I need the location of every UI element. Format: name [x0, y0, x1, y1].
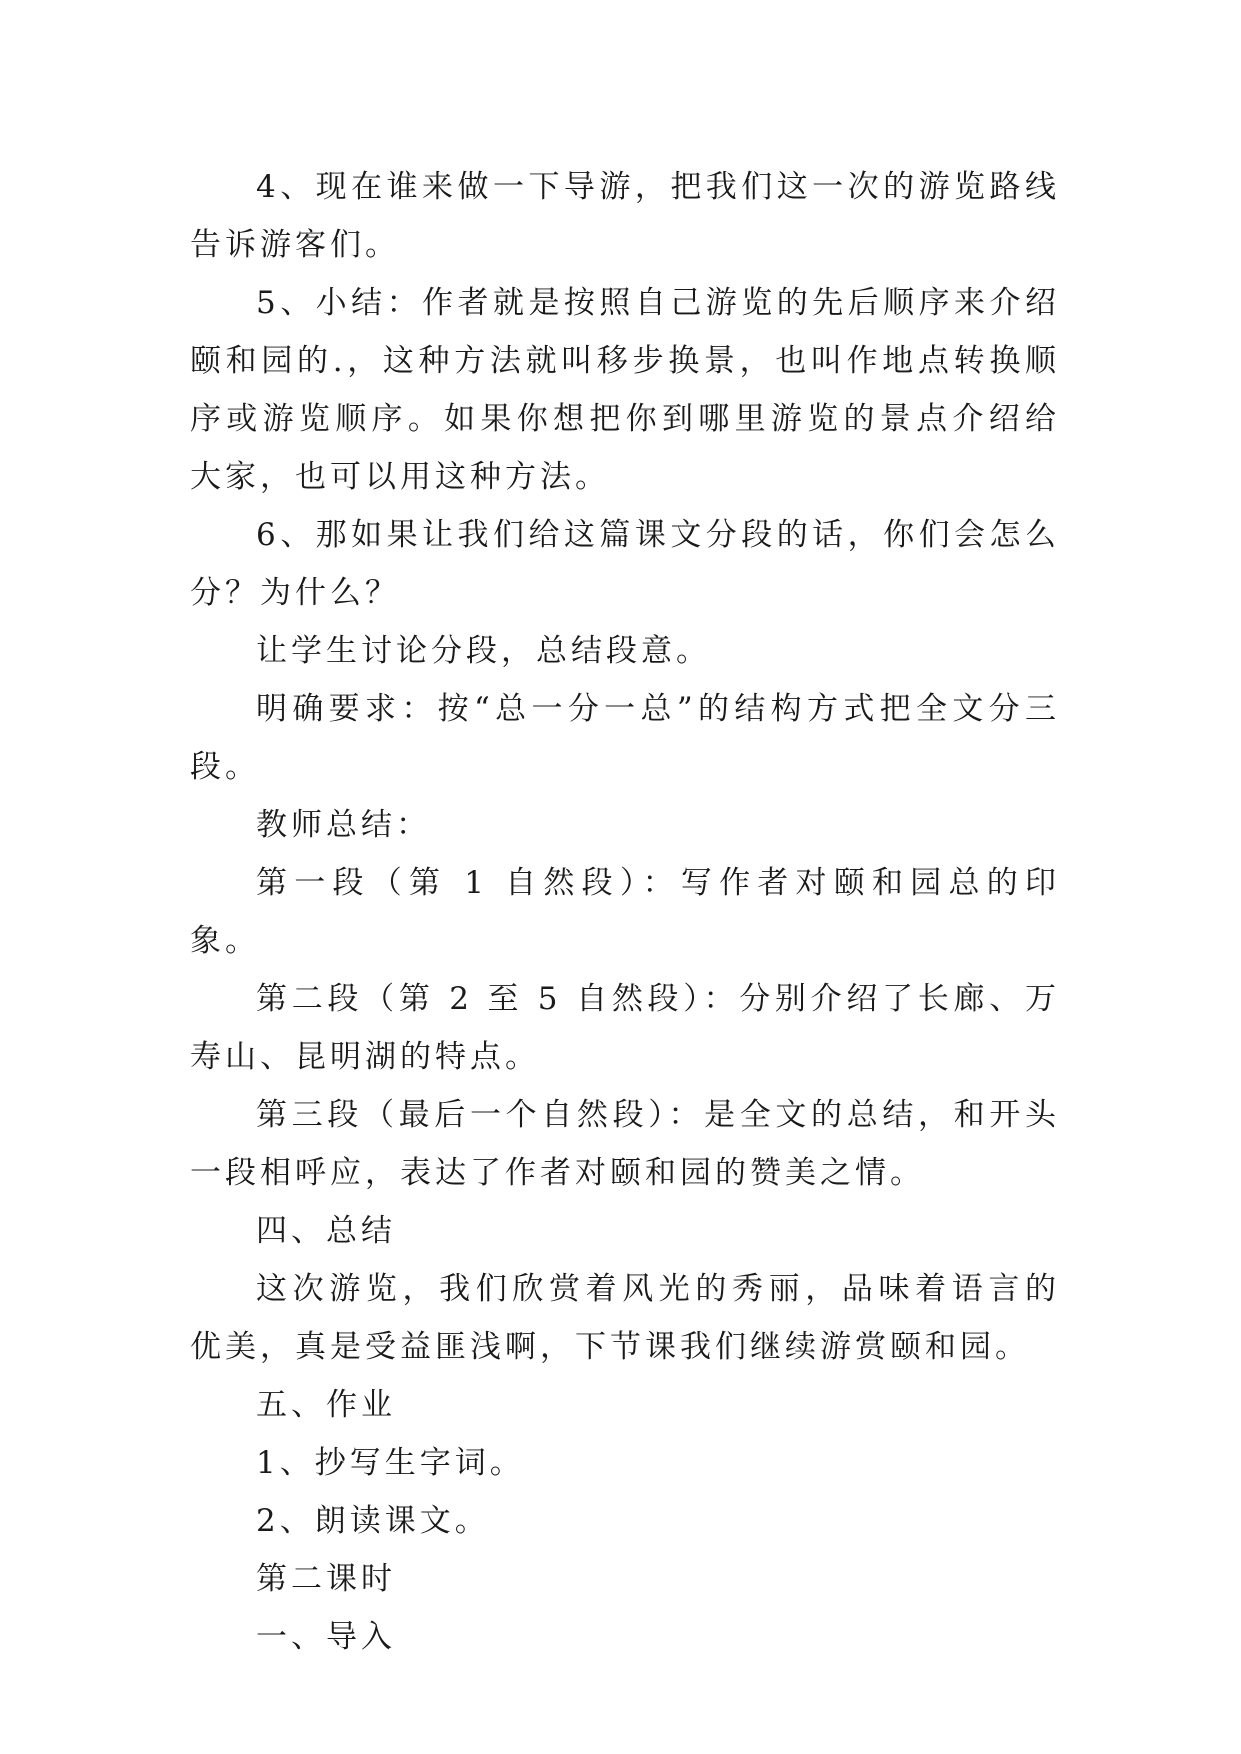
paragraph-segment-question: 6、那如果让我们给这篇课文分段的话，你们会怎么分？为什么？ — [190, 517, 1060, 611]
heading-introduction: 一、导入 — [256, 1619, 396, 1655]
paragraph-teacher-summary-heading: 教师总结： — [256, 807, 431, 843]
paragraph-section-one: 第一段（第 1 自然段）：写作者对颐和园总的印象。 — [190, 865, 1060, 959]
homework-item-2: 2、朗读课文。 — [256, 1503, 490, 1539]
paragraph-discussion: 让学生讨论分段，总结段意。 — [256, 633, 711, 669]
paragraph-guide-question: 4、现在谁来做一下导游，把我们这一次的游览路线告诉游客们。 — [190, 169, 1060, 263]
paragraph-section-three: 第三段（最后一个自然段）：是全文的总结，和开头一段相呼应，表达了作者对颐和园的赞美之情。 — [190, 1097, 1060, 1191]
paragraph-conclusion: 这次游览，我们欣赏着风光的秀丽，品味着语言的优美，真是受益匪浅啊，下节课我们继续游赏颐和园。 — [190, 1271, 1060, 1365]
heading-homework: 五、作业 — [256, 1387, 396, 1423]
document-body — [190, 158, 1060, 1666]
heading-conclusion: 四、总结 — [256, 1213, 396, 1249]
heading-second-lesson: 第二课时 — [256, 1561, 396, 1597]
paragraph-summary: 5、小结：作者就是按照自己游览的先后顺序来介绍颐和园的.，这种方法就叫移步换景，也叫作地点转换顺序或游览顺序。如果你想把你到哪里游览的景点介绍给大家，也可以用这种方法。 — [190, 285, 1060, 495]
paragraph-requirement: 明确要求：按“总一分一总”的结构方式把全文分三段。 — [190, 691, 1060, 785]
paragraph-section-two: 第二段（第 2 至 5 自然段）：分别介绍了长廊、万寿山、昆明湖的特点。 — [190, 981, 1060, 1075]
homework-item-1: 1、抄写生字词。 — [256, 1445, 525, 1481]
